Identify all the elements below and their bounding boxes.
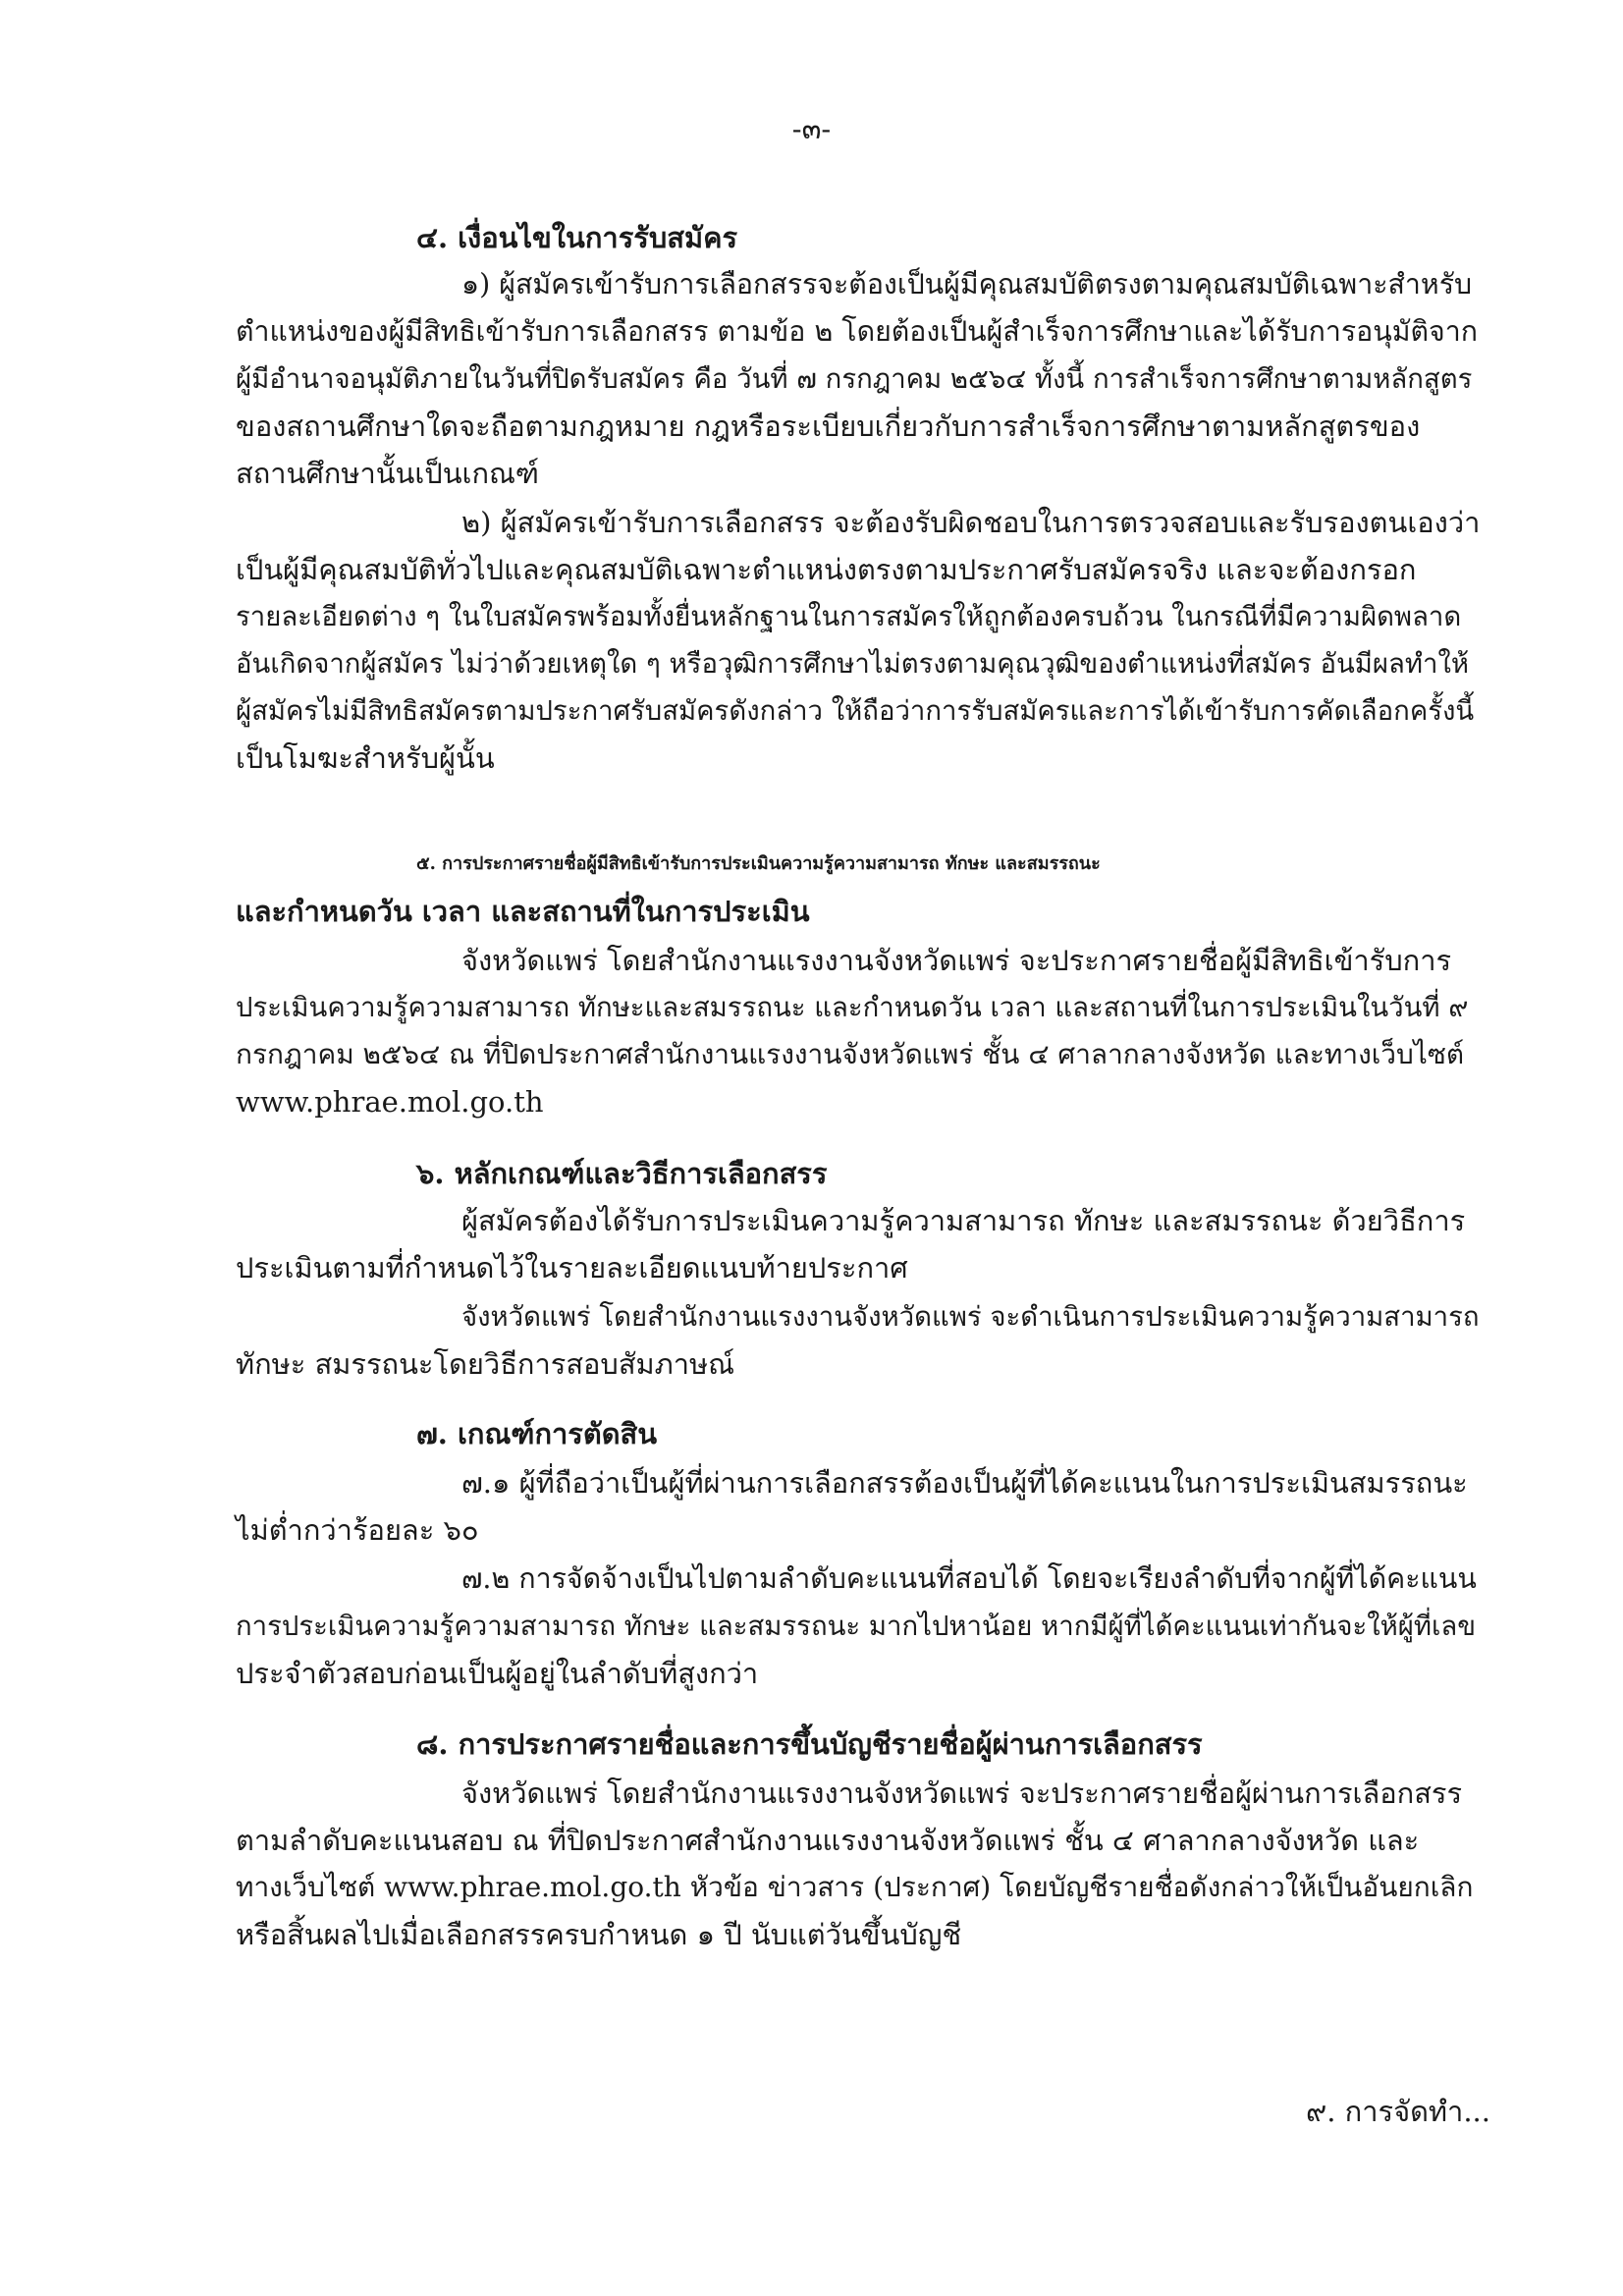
section-5-heading: ๕. การประกาศรายชื่อผู้มีสิทธิเข้ารับการประเมินความรู้ความสามารถ ทักษะ และสมรรถนะ [416,853,1101,874]
continued-note: ๙. การจัดทำ... [1306,2095,1490,2128]
section-4-p1-line: สถานศึกษานั้นเป็นเกณฑ์ [236,457,539,490]
section-4-p1-line: ของสถานศึกษาใดจะถือตามกฎหมาย กฎหรือระเบียบเกี่ยวกับการสำเร็จการศึกษาตามหลักสูตรของ [236,410,1421,443]
section-6-p2-line: จังหวัดแพร่ โดยสำนักงานแรงงานจังหวัดแพร่ จะดำเนินการประเมินความรู้ความสามารถ [461,1301,1480,1333]
section-7-p2-line: การประเมินความรู้ความสามารถ ทักษะ และสมรรถนะ มากไปหาน้อย หากมีผู้ที่ได้คะแนนเท่ากันจะให้ผู้ที่เลข [236,1611,1477,1642]
section-6-p1-line: ประเมินตามที่กำหนดไว้ในรายละเอียดแนบท้ายประกาศ [236,1251,908,1285]
section-5-p1-line: www.phrae.mol.go.th [236,1085,544,1119]
section-4-p1-line: ผู้มีอำนาจอนุมัติภายในวันที่ปิดรับสมัคร คือ วันที่ ๗ กรกฎาคม ๒๕๖๔ ทั้งนี้ การสำเร็จการศึกษาตามหลักสูตร [236,363,1473,395]
section-7-p1-line: ๗.๑ ผู้ที่ถือว่าเป็นผู้ที่ผ่านการเลือกสรรต้องเป็นผู้ที่ได้คะแนนในการประเมินสมรรถนะ [461,1466,1468,1500]
section-5-p1-line: ประเมินความรู้ความสามารถ ทักษะและสมรรถนะ และกำหนดวัน เวลา และสถานที่ในการประเมินในวันที่ ๙ [236,992,1469,1023]
section-4-heading: ๔. เงื่อนไขในการรับสมัคร [416,221,738,254]
section-4-p2-line: รายละเอียดต่าง ๆ ในใบสมัครพร้อมทั้งยื่นหลักฐานในการสมัครให้ถูกต้องครบถ้วน ในกรณีที่มีความผิดพลาด [236,601,1462,632]
section-4-p1-line: ๑) ผู้สมัครเข้ารับการเลือกสรรจะต้องเป็นผู้มีคุณสมบัติตรงตามคุณสมบัติเฉพาะสำหรับ [461,268,1473,301]
section-6-heading: ๖. หลักเกณฑ์และวิธีการเลือกสรร [416,1157,828,1190]
section-7-p2-line: ๗.๒ การจัดจ้างเป็นไปตามลำดับคะแนนที่สอบได้ โดยจะเรียงลำดับที่จากผู้ที่ได้คะแนน [461,1562,1477,1595]
section-4-p2-line: ผู้สมัครไม่มีสิทธิสมัครตามประกาศรับสมัครดังกล่าว ให้ถือว่าการรับสมัครและการได้เข้ารับการคัดเลือกครั้งนี้ [236,695,1475,727]
section-4-p1-line: ตำแหน่งของผู้มีสิทธิเข้ารับการเลือกสรร ตามข้อ ๒ โดยต้องเป็นผู้สำเร็จการศึกษาและได้รับการอนุมัติจาก [236,315,1479,348]
section-7-heading: ๗. เกณฑ์การตัดสิน [416,1417,658,1450]
section-4-p2-line: อันเกิดจากผู้สมัคร ไม่ว่าด้วยเหตุใด ๆ หรือวุฒิการศึกษาไม่ตรงตามคุณวุฒิของตำแหน่งที่สมัคร อันมีผลทำให้ [236,648,1470,680]
section-8-p1-line: หรือสิ้นผลไปเมื่อเลือกสรรครบกำหนด ๑ ปี นับแต่วันขึ้นบัญชี [236,1918,962,1951]
section-6-p2-line: ทักษะ สมรรถนะโดยวิธีการสอบสัมภาษณ์ [236,1347,735,1381]
page-number: -๓- [791,112,832,145]
section-8-p1-line: ตามลำดับคะแนนสอบ ณ ที่ปิดประกาศสำนักงานแรงงานจังหวัดแพร่ ชั้น ๔ ศาลากลางจังหวัด และ [236,1824,1420,1857]
section-5-p1-line: กรกฎาคม ๒๕๖๔ ณ ที่ปิดประกาศสำนักงานแรงงานจังหวัดแพร่ ชั้น ๔ ศาลากลางจังหวัด และทางเว็บไซต์ [236,1038,1465,1070]
section-7-p1-line: ไม่ต่ำกว่าร้อยละ ๖๐ [236,1513,479,1547]
section-5-p1-line: จังหวัดแพร่ โดยสำนักงานแรงงานจังหวัดแพร่ จะประกาศรายชื่อผู้มีสิทธิเข้ารับการ [461,944,1452,977]
section-6-p1-line: ผู้สมัครต้องได้รับการประเมินความรู้ความสามารถ ทักษะ และสมรรถนะ ด้วยวิธีการ [461,1204,1466,1237]
section-5-heading-cont: และกำหนดวัน เวลา และสถานที่ในการประเมิน [236,895,810,928]
section-7-p2-line: ประจำตัวสอบก่อนเป็นผู้อยู่ในลำดับที่สูงกว่า [236,1657,759,1690]
section-8-heading: ๘. การประกาศรายชื่อและการขึ้นบัญชีรายชื่อผู้ผ่านการเลือกสรร [416,1727,1203,1761]
section-4-p2-line: เป็นโมฆะสำหรับผู้นั้น [236,741,495,775]
section-4-p2-line: ๒) ผู้สมัครเข้ารับการเลือกสรร จะต้องรับผิดชอบในการตรวจสอบและรับรองตนเองว่า [461,506,1481,539]
section-4-p2-line: เป็นผู้มีคุณสมบัติทั่วไปและคุณสมบัติเฉพาะตำแหน่งตรงตามประกาศรับสมัครจริง และจะต้องกรอก [236,553,1417,586]
section-8-p1-line: จังหวัดแพร่ โดยสำนักงานแรงงานจังหวัดแพร่ จะประกาศรายชื่อผู้ผ่านการเลือกสรร [461,1777,1463,1810]
section-8-p1-line: ทางเว็บไซต์ www.phrae.mol.go.th หัวข้อ ข่าวสาร (ประกาศ) โดยบัญชีรายชื่อดังกล่าวให้เป็นอันยกเลิก [236,1871,1474,1903]
